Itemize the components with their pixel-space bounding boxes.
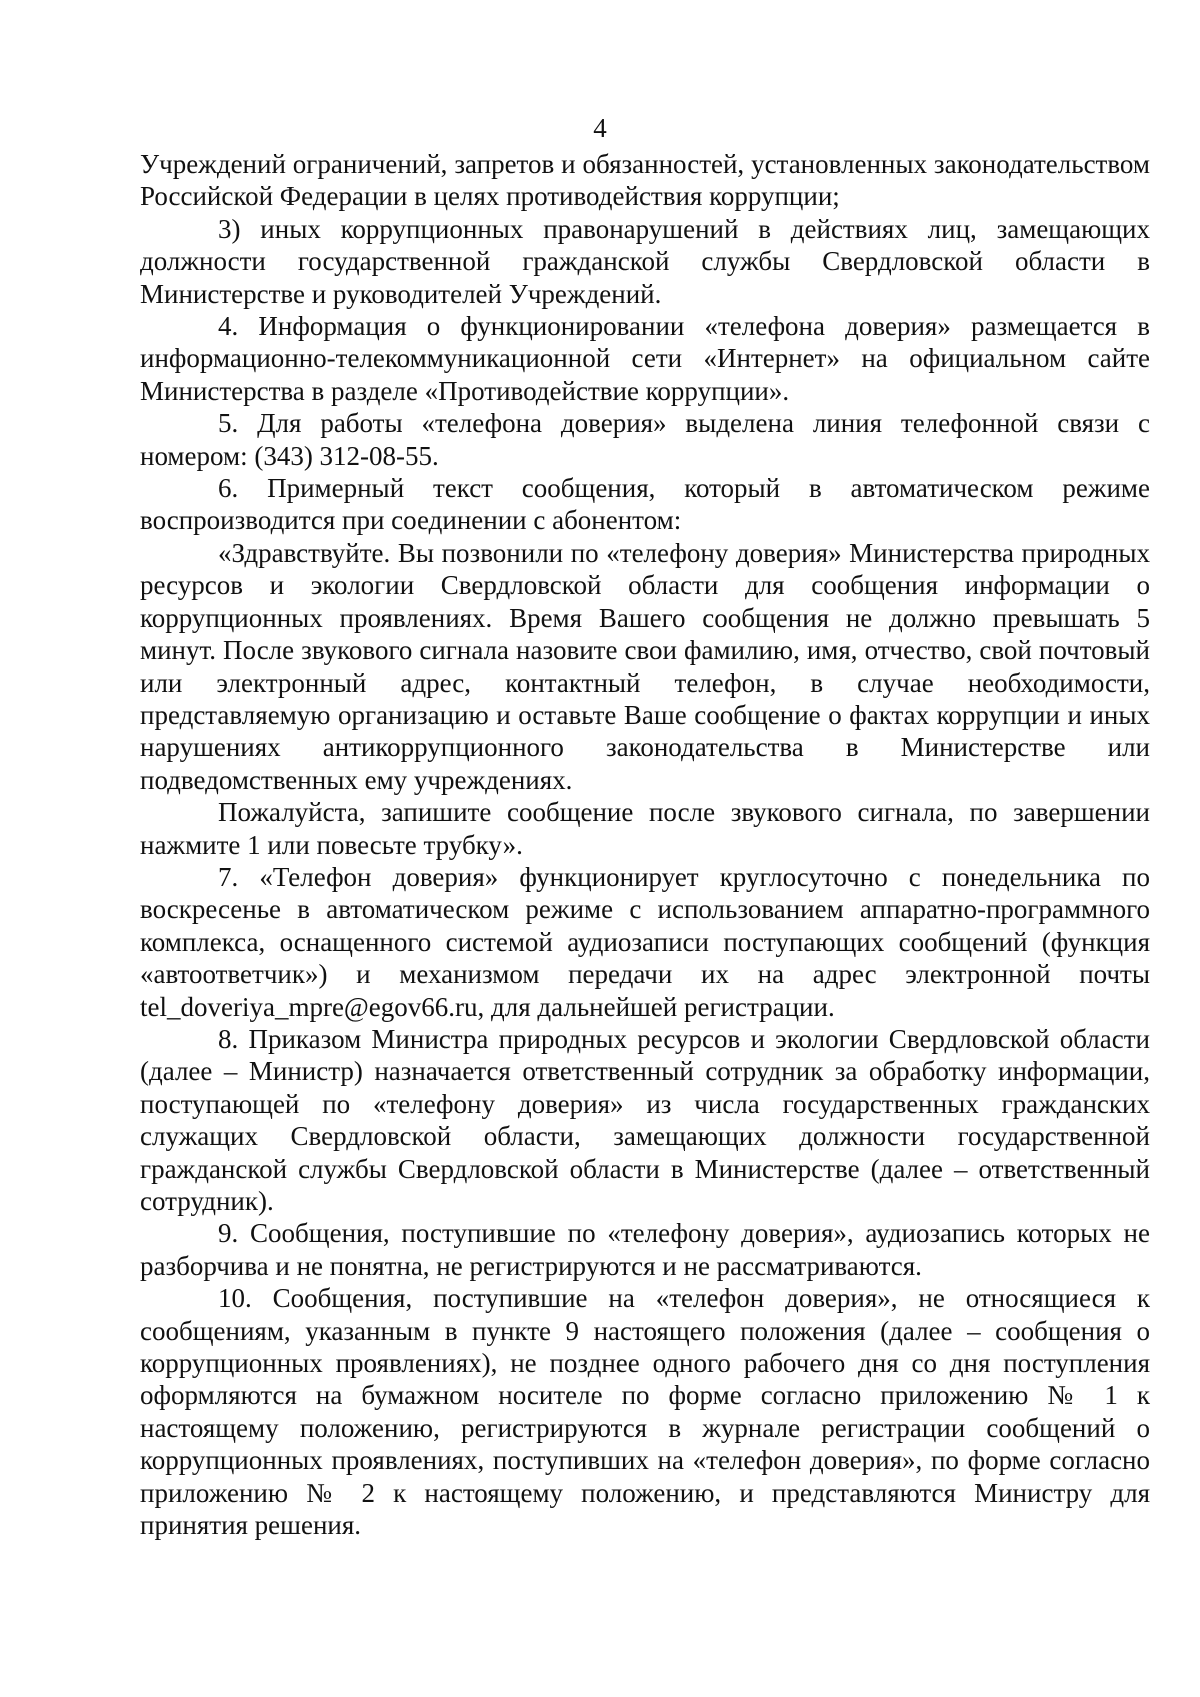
document-body — [140, 148, 1150, 1541]
paragraph-clause-9: 9. Сообщения, поступившие по «телефону доверия», аудиозапись которых не разборчива и не понятна, не регистрируются и не рассматриваются. — [140, 1218, 1150, 1281]
paragraph-clause-5: 5. Для работы «телефона доверия» выделена линия телефонной связи с номером: (343) 312-08-55. — [140, 408, 1150, 471]
paragraph-clause-4: 4. Информация о функционировании «телефона доверия» размещается в информационно-телекоммуникационной сети «Интернет» на официальном сайте Министерства в разделе «Противодействие коррупции». — [140, 311, 1150, 406]
paragraph-clause-10: 10. Сообщения, поступившие на «телефон доверия», не относящиеся к сообщениям, указанным в пункте 9 настоящего положения (далее – сообщения о коррупционных проявлениях), не позднее одного рабочего дня со дня поступления оформляются на бумажном носителе по форме согласно приложению № 1 к настоящему положению, регистрируются в журнале регистрации сообщений о коррупционных проявлениях, поступивших на «телефон доверия», по форме согласно приложению № 2 к настоящему положению, и представляются Министру для принятия решения. — [140, 1283, 1150, 1541]
paragraph-clause-6: 6. Примерный текст сообщения, который в автоматическом режиме воспроизводится при соединении с абонентом: — [140, 473, 1150, 536]
paragraph-item-3: 3) иных коррупционных правонарушений в действиях лиц, замещающих должности государственной гражданской службы Свердловской области в Министерстве и руководителей Учреждений. — [140, 213, 1150, 309]
paragraph-clause-7: 7. «Телефон доверия» функционирует круглосуточно с понедельника по воскресенье в автоматическом режиме с использованием аппаратно-программного комплекса, оснащенного системой аудиозаписи поступающих сообщений (функция «автоответчик») и механизмом передачи их на адрес электронной почты tel_doveriya_mpre@egov66.ru, для дальнейшей регистрации. — [140, 861, 1150, 1022]
paragraph-message-text: «Здравствуйте. Вы позвонили по «телефону доверия» Министерства природных ресурсов и экологии Свердловской области для сообщения информации о коррупционных проявлениях. Время Вашего сообщения не должно превышать 5 минут. После звукового сигнала назовите свои фамилию, имя, отчество, свой почтовый или электронный адрес, контактный телефон, в случае необходимости, представляемую организацию и оставьте Ваше сообщение о фактах коррупции и иных нарушениях антикоррупционного законодательства в Министерстве или подведомственных ему учреждениях. — [140, 537, 1150, 795]
paragraph-message-text-end: Пожалуйста, запишите сообщение после звукового сигнала, по завершении нажмите 1 или повесьте трубку». — [140, 797, 1150, 860]
page-number: 4 — [593, 113, 607, 143]
paragraph-clause-8: 8. Приказом Министра природных ресурсов и экологии Свердловской области (далее – Министр) назначается ответственный сотрудник за обработку информации, поступающей по «телефону доверия» из числа государственных гражданских служащих Свердловской области, замещающих должности государственной гражданской службы Свердловской области в Министерстве (далее – ответственный сотрудник). — [140, 1023, 1150, 1216]
paragraph-continuation: Учреждений ограничений, запретов и обязанностей, установленных законодательством Российской Федерации в целях противодействия коррупции; — [140, 149, 1150, 212]
